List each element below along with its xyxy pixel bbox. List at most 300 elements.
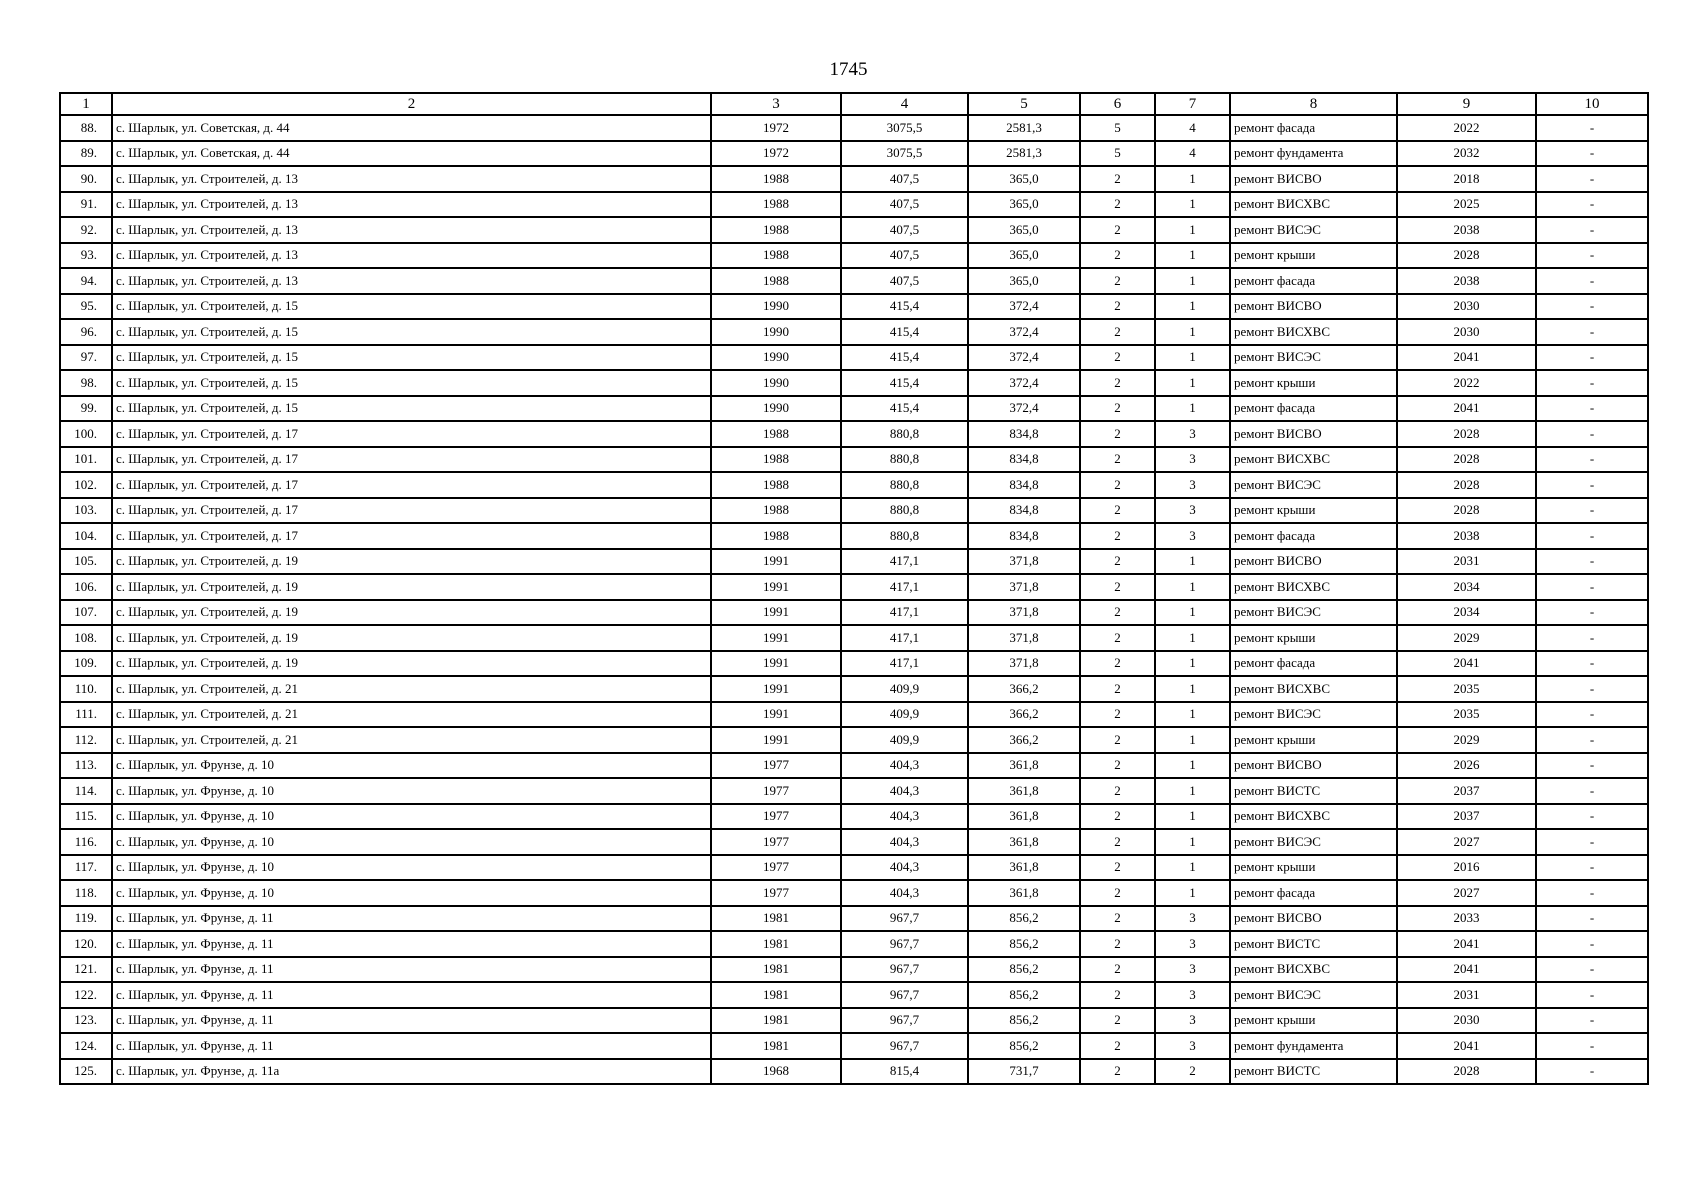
entrances-cell: 3 (1155, 982, 1230, 1008)
floors-cell: 2 (1080, 396, 1155, 422)
entrances-cell: 1 (1155, 217, 1230, 243)
note-cell: - (1536, 829, 1648, 855)
table-row (60, 957, 1648, 983)
row-number-cell: 106. (60, 574, 112, 600)
total-area-cell: 407,5 (841, 243, 968, 269)
row-number-cell: 120. (60, 931, 112, 957)
total-area-cell: 407,5 (841, 217, 968, 243)
repair-year-cell: 2028 (1397, 421, 1536, 447)
year-cell: 1988 (711, 268, 841, 294)
address-cell: с. Шарлык, ул. Строителей, д. 15 (112, 294, 711, 320)
table-row (60, 421, 1648, 447)
total-area-cell: 3075,5 (841, 141, 968, 167)
repair-year-cell: 2034 (1397, 574, 1536, 600)
row-number-cell: 93. (60, 243, 112, 269)
address-cell: с. Шарлык, ул. Фрунзе, д. 11 (112, 982, 711, 1008)
total-area-cell: 404,3 (841, 753, 968, 779)
living-area-cell: 731,7 (968, 1059, 1080, 1085)
address-cell: с. Шарлык, ул. Строителей, д. 19 (112, 651, 711, 677)
address-cell: с. Шарлык, ул. Советская, д. 44 (112, 141, 711, 167)
living-area-cell: 2581,3 (968, 115, 1080, 141)
note-cell: - (1536, 166, 1648, 192)
total-area-cell: 415,4 (841, 294, 968, 320)
year-cell: 1988 (711, 472, 841, 498)
repair-type-cell: ремонт крыши (1230, 625, 1397, 651)
living-area-cell: 365,0 (968, 243, 1080, 269)
living-area-cell: 834,8 (968, 472, 1080, 498)
total-area-cell: 417,1 (841, 549, 968, 575)
living-area-cell: 365,0 (968, 217, 1080, 243)
year-cell: 1981 (711, 1033, 841, 1059)
entrances-cell: 3 (1155, 906, 1230, 932)
entrances-cell: 3 (1155, 957, 1230, 983)
repair-year-cell: 2028 (1397, 243, 1536, 269)
living-area-cell: 361,8 (968, 753, 1080, 779)
address-cell: с. Шарлык, ул. Строителей, д. 17 (112, 498, 711, 524)
address-cell: с. Шарлык, ул. Строителей, д. 21 (112, 727, 711, 753)
repair-year-cell: 2041 (1397, 345, 1536, 371)
row-number-cell: 124. (60, 1033, 112, 1059)
note-cell: - (1536, 141, 1648, 167)
table-row (60, 498, 1648, 524)
address-cell: с. Шарлык, ул. Фрунзе, д. 10 (112, 829, 711, 855)
living-area-cell: 372,4 (968, 294, 1080, 320)
repair-type-cell: ремонт ВИСТС (1230, 778, 1397, 804)
repair-type-cell: ремонт фундамента (1230, 141, 1397, 167)
living-area-cell: 366,2 (968, 727, 1080, 753)
entrances-cell: 1 (1155, 651, 1230, 677)
repair-type-cell: ремонт фасада (1230, 396, 1397, 422)
repair-type-cell: ремонт ВИСХВС (1230, 957, 1397, 983)
entrances-cell: 3 (1155, 1033, 1230, 1059)
year-cell: 1981 (711, 931, 841, 957)
table-row (60, 141, 1648, 167)
entrances-cell: 3 (1155, 421, 1230, 447)
address-cell: с. Шарлык, ул. Фрунзе, д. 10 (112, 753, 711, 779)
year-cell: 1991 (711, 727, 841, 753)
table-row (60, 676, 1648, 702)
year-cell: 1972 (711, 115, 841, 141)
note-cell: - (1536, 880, 1648, 906)
floors-cell: 2 (1080, 855, 1155, 881)
year-cell: 1990 (711, 294, 841, 320)
year-cell: 1981 (711, 982, 841, 1008)
row-number-cell: 100. (60, 421, 112, 447)
floors-cell: 2 (1080, 523, 1155, 549)
table-row (60, 1033, 1648, 1059)
floors-cell: 2 (1080, 676, 1155, 702)
repair-type-cell: ремонт фасада (1230, 651, 1397, 677)
table-row (60, 702, 1648, 728)
total-area-cell: 415,4 (841, 370, 968, 396)
entrances-cell: 3 (1155, 498, 1230, 524)
floors-cell: 2 (1080, 804, 1155, 830)
floors-cell: 2 (1080, 727, 1155, 753)
table-row (60, 447, 1648, 473)
note-cell: - (1536, 906, 1648, 932)
table-row (60, 115, 1648, 141)
note-cell: - (1536, 268, 1648, 294)
living-area-cell: 834,8 (968, 447, 1080, 473)
total-area-cell: 967,7 (841, 906, 968, 932)
row-number-cell: 119. (60, 906, 112, 932)
address-cell: с. Шарлык, ул. Фрунзе, д. 10 (112, 778, 711, 804)
living-area-cell: 372,4 (968, 319, 1080, 345)
address-cell: с. Шарлык, ул. Фрунзе, д. 11 (112, 1008, 711, 1034)
repair-type-cell: ремонт ВИСЭС (1230, 217, 1397, 243)
address-cell: с. Шарлык, ул. Строителей, д. 19 (112, 625, 711, 651)
repair-year-cell: 2016 (1397, 855, 1536, 881)
note-cell: - (1536, 498, 1648, 524)
repair-type-cell: ремонт ВИСХВС (1230, 192, 1397, 218)
repair-type-cell: ремонт ВИСЭС (1230, 345, 1397, 371)
floors-cell: 2 (1080, 1033, 1155, 1059)
total-area-cell: 415,4 (841, 396, 968, 422)
repair-type-cell: ремонт ВИСХВС (1230, 447, 1397, 473)
table-row (60, 574, 1648, 600)
note-cell: - (1536, 574, 1648, 600)
year-cell: 1972 (711, 141, 841, 167)
living-area-cell: 856,2 (968, 957, 1080, 983)
living-area-cell: 371,8 (968, 574, 1080, 600)
living-area-cell: 834,8 (968, 523, 1080, 549)
repair-year-cell: 2028 (1397, 472, 1536, 498)
address-cell: с. Шарлык, ул. Строителей, д. 17 (112, 447, 711, 473)
repair-year-cell: 2041 (1397, 931, 1536, 957)
floors-cell: 2 (1080, 319, 1155, 345)
note-cell: - (1536, 523, 1648, 549)
note-cell: - (1536, 855, 1648, 881)
address-cell: с. Шарлык, ул. Советская, д. 44 (112, 115, 711, 141)
note-cell: - (1536, 319, 1648, 345)
floors-cell: 2 (1080, 549, 1155, 575)
table-row (60, 370, 1648, 396)
year-cell: 1977 (711, 778, 841, 804)
year-cell: 1991 (711, 702, 841, 728)
living-area-cell: 366,2 (968, 702, 1080, 728)
year-cell: 1991 (711, 574, 841, 600)
repair-type-cell: ремонт фундамента (1230, 1033, 1397, 1059)
entrances-cell: 1 (1155, 702, 1230, 728)
total-area-cell: 409,9 (841, 727, 968, 753)
note-cell: - (1536, 115, 1648, 141)
row-number-cell: 111. (60, 702, 112, 728)
repair-type-cell: ремонт ВИСЭС (1230, 829, 1397, 855)
total-area-cell: 409,9 (841, 676, 968, 702)
repair-year-cell: 2030 (1397, 319, 1536, 345)
repair-year-cell: 2038 (1397, 523, 1536, 549)
repair-year-cell: 2028 (1397, 498, 1536, 524)
repair-year-cell: 2038 (1397, 217, 1536, 243)
total-area-cell: 415,4 (841, 345, 968, 371)
repair-type-cell: ремонт крыши (1230, 243, 1397, 269)
entrances-cell: 1 (1155, 396, 1230, 422)
address-cell: с. Шарлык, ул. Фрунзе, д. 11 (112, 931, 711, 957)
year-cell: 1981 (711, 906, 841, 932)
row-number-cell: 109. (60, 651, 112, 677)
table-row (60, 319, 1648, 345)
repair-year-cell: 2026 (1397, 753, 1536, 779)
entrances-cell: 1 (1155, 829, 1230, 855)
year-cell: 1990 (711, 396, 841, 422)
living-area-cell: 834,8 (968, 498, 1080, 524)
entrances-cell: 1 (1155, 549, 1230, 575)
repair-type-cell: ремонт ВИСЭС (1230, 472, 1397, 498)
table-row (60, 1008, 1648, 1034)
repair-type-cell: ремонт крыши (1230, 370, 1397, 396)
note-cell: - (1536, 447, 1648, 473)
address-cell: с. Шарлык, ул. Фрунзе, д. 10 (112, 804, 711, 830)
repair-type-cell: ремонт ВИСТС (1230, 1059, 1397, 1085)
floors-cell: 2 (1080, 702, 1155, 728)
living-area-cell: 372,4 (968, 345, 1080, 371)
column-header-3: 3 (711, 93, 841, 115)
repair-year-cell: 2037 (1397, 804, 1536, 830)
note-cell: - (1536, 982, 1648, 1008)
repair-year-cell: 2041 (1397, 1033, 1536, 1059)
address-cell: с. Шарлык, ул. Фрунзе, д. 10 (112, 855, 711, 881)
total-area-cell: 815,4 (841, 1059, 968, 1085)
year-cell: 1988 (711, 523, 841, 549)
address-cell: с. Шарлык, ул. Строителей, д. 13 (112, 243, 711, 269)
entrances-cell: 1 (1155, 345, 1230, 371)
total-area-cell: 407,5 (841, 268, 968, 294)
row-number-cell: 89. (60, 141, 112, 167)
entrances-cell: 2 (1155, 1059, 1230, 1085)
floors-cell: 2 (1080, 166, 1155, 192)
entrances-cell: 1 (1155, 727, 1230, 753)
row-number-cell: 104. (60, 523, 112, 549)
note-cell: - (1536, 1008, 1648, 1034)
repair-year-cell: 2037 (1397, 778, 1536, 804)
floors-cell: 5 (1080, 141, 1155, 167)
total-area-cell: 404,3 (841, 855, 968, 881)
address-cell: с. Шарлык, ул. Фрунзе, д. 11 (112, 957, 711, 983)
repair-year-cell: 2028 (1397, 447, 1536, 473)
note-cell: - (1536, 804, 1648, 830)
column-header-7: 7 (1155, 93, 1230, 115)
repair-type-cell: ремонт крыши (1230, 727, 1397, 753)
repair-type-cell: ремонт ВИСВО (1230, 753, 1397, 779)
note-cell: - (1536, 549, 1648, 575)
column-header-8: 8 (1230, 93, 1397, 115)
note-cell: - (1536, 370, 1648, 396)
repair-year-cell: 2033 (1397, 906, 1536, 932)
floors-cell: 2 (1080, 778, 1155, 804)
living-area-cell: 361,8 (968, 880, 1080, 906)
floors-cell: 2 (1080, 1059, 1155, 1085)
floors-cell: 2 (1080, 829, 1155, 855)
total-area-cell: 404,3 (841, 829, 968, 855)
column-header-2: 2 (112, 93, 711, 115)
repair-type-cell: ремонт ВИСХВС (1230, 319, 1397, 345)
floors-cell: 2 (1080, 574, 1155, 600)
living-area-cell: 856,2 (968, 1033, 1080, 1059)
row-number-cell: 98. (60, 370, 112, 396)
column-header-6: 6 (1080, 93, 1155, 115)
address-cell: с. Шарлык, ул. Строителей, д. 13 (112, 192, 711, 218)
floors-cell: 2 (1080, 217, 1155, 243)
year-cell: 1977 (711, 880, 841, 906)
row-number-cell: 91. (60, 192, 112, 218)
total-area-cell: 415,4 (841, 319, 968, 345)
repair-year-cell: 2032 (1397, 141, 1536, 167)
row-number-cell: 113. (60, 753, 112, 779)
table-row (60, 651, 1648, 677)
living-area-cell: 856,2 (968, 931, 1080, 957)
column-header-1: 1 (60, 93, 112, 115)
total-area-cell: 880,8 (841, 421, 968, 447)
floors-cell: 2 (1080, 753, 1155, 779)
year-cell: 1977 (711, 804, 841, 830)
year-cell: 1988 (711, 243, 841, 269)
repair-type-cell: ремонт фасада (1230, 268, 1397, 294)
total-area-cell: 880,8 (841, 472, 968, 498)
entrances-cell: 1 (1155, 319, 1230, 345)
year-cell: 1988 (711, 217, 841, 243)
note-cell: - (1536, 192, 1648, 218)
table-row (60, 523, 1648, 549)
entrances-cell: 1 (1155, 880, 1230, 906)
address-cell: с. Шарлык, ул. Строителей, д. 17 (112, 472, 711, 498)
note-cell: - (1536, 753, 1648, 779)
repair-year-cell: 2018 (1397, 166, 1536, 192)
row-number-cell: 118. (60, 880, 112, 906)
living-area-cell: 366,2 (968, 676, 1080, 702)
entrances-cell: 1 (1155, 753, 1230, 779)
repair-year-cell: 2022 (1397, 115, 1536, 141)
year-cell: 1988 (711, 498, 841, 524)
total-area-cell: 417,1 (841, 625, 968, 651)
row-number-cell: 103. (60, 498, 112, 524)
living-area-cell: 372,4 (968, 370, 1080, 396)
table-row (60, 345, 1648, 371)
total-area-cell: 404,3 (841, 880, 968, 906)
total-area-cell: 967,7 (841, 1008, 968, 1034)
address-cell: с. Шарлык, ул. Строителей, д. 19 (112, 600, 711, 626)
address-cell: с. Шарлык, ул. Фрунзе, д. 11 (112, 1033, 711, 1059)
repair-type-cell: ремонт крыши (1230, 498, 1397, 524)
row-number-cell: 96. (60, 319, 112, 345)
floors-cell: 2 (1080, 345, 1155, 371)
row-number-cell: 121. (60, 957, 112, 983)
total-area-cell: 407,5 (841, 166, 968, 192)
note-cell: - (1536, 931, 1648, 957)
table-row (60, 880, 1648, 906)
row-number-cell: 108. (60, 625, 112, 651)
address-cell: с. Шарлык, ул. Строителей, д. 19 (112, 549, 711, 575)
year-cell: 1988 (711, 192, 841, 218)
repair-type-cell: ремонт фасада (1230, 880, 1397, 906)
floors-cell: 2 (1080, 447, 1155, 473)
year-cell: 1991 (711, 651, 841, 677)
total-area-cell: 3075,5 (841, 115, 968, 141)
total-area-cell: 404,3 (841, 778, 968, 804)
note-cell: - (1536, 396, 1648, 422)
table-row (60, 192, 1648, 218)
table-row (60, 778, 1648, 804)
table-row (60, 166, 1648, 192)
total-area-cell: 880,8 (841, 447, 968, 473)
living-area-cell: 371,8 (968, 600, 1080, 626)
table-row (60, 396, 1648, 422)
table-row (60, 625, 1648, 651)
year-cell: 1991 (711, 625, 841, 651)
repair-type-cell: ремонт фасада (1230, 115, 1397, 141)
total-area-cell: 967,7 (841, 982, 968, 1008)
floors-cell: 2 (1080, 421, 1155, 447)
living-area-cell: 372,4 (968, 396, 1080, 422)
repair-year-cell: 2041 (1397, 651, 1536, 677)
note-cell: - (1536, 1033, 1648, 1059)
living-area-cell: 365,0 (968, 268, 1080, 294)
repair-type-cell: ремонт ВИСХВС (1230, 804, 1397, 830)
entrances-cell: 3 (1155, 472, 1230, 498)
total-area-cell: 417,1 (841, 574, 968, 600)
floors-cell: 2 (1080, 294, 1155, 320)
note-cell: - (1536, 727, 1648, 753)
living-area-cell: 856,2 (968, 982, 1080, 1008)
column-header-4: 4 (841, 93, 968, 115)
note-cell: - (1536, 676, 1648, 702)
address-cell: с. Шарлык, ул. Строителей, д. 19 (112, 574, 711, 600)
repair-year-cell: 2030 (1397, 294, 1536, 320)
table-row (60, 549, 1648, 575)
living-area-cell: 2581,3 (968, 141, 1080, 167)
year-cell: 1990 (711, 345, 841, 371)
floors-cell: 2 (1080, 957, 1155, 983)
repair-year-cell: 2027 (1397, 829, 1536, 855)
total-area-cell: 967,7 (841, 957, 968, 983)
address-cell: с. Шарлык, ул. Строителей, д. 17 (112, 523, 711, 549)
living-area-cell: 856,2 (968, 1008, 1080, 1034)
repair-type-cell: ремонт ВИСВО (1230, 166, 1397, 192)
row-number-cell: 95. (60, 294, 112, 320)
column-header-9: 9 (1397, 93, 1536, 115)
row-number-cell: 105. (60, 549, 112, 575)
repair-type-cell: ремонт ВИСВО (1230, 421, 1397, 447)
repair-year-cell: 2031 (1397, 549, 1536, 575)
year-cell: 1991 (711, 600, 841, 626)
table-row (60, 472, 1648, 498)
row-number-cell: 107. (60, 600, 112, 626)
floors-cell: 2 (1080, 906, 1155, 932)
repair-type-cell: ремонт ВИСХВС (1230, 676, 1397, 702)
address-cell: с. Шарлык, ул. Фрунзе, д. 11 (112, 906, 711, 932)
row-number-cell: 116. (60, 829, 112, 855)
repair-year-cell: 2027 (1397, 880, 1536, 906)
year-cell: 1988 (711, 447, 841, 473)
table-row (60, 931, 1648, 957)
living-area-cell: 856,2 (968, 906, 1080, 932)
floors-cell: 2 (1080, 600, 1155, 626)
floors-cell: 5 (1080, 115, 1155, 141)
total-area-cell: 967,7 (841, 931, 968, 957)
entrances-cell: 1 (1155, 243, 1230, 269)
table-row (60, 906, 1648, 932)
table-row (60, 982, 1648, 1008)
row-number-cell: 112. (60, 727, 112, 753)
column-header-10: 10 (1536, 93, 1648, 115)
row-number-cell: 90. (60, 166, 112, 192)
address-cell: с. Шарлык, ул. Строителей, д. 21 (112, 702, 711, 728)
entrances-cell: 4 (1155, 141, 1230, 167)
living-area-cell: 371,8 (968, 549, 1080, 575)
table-row (60, 217, 1648, 243)
total-area-cell: 417,1 (841, 600, 968, 626)
entrances-cell: 1 (1155, 676, 1230, 702)
column-header-5: 5 (968, 93, 1080, 115)
